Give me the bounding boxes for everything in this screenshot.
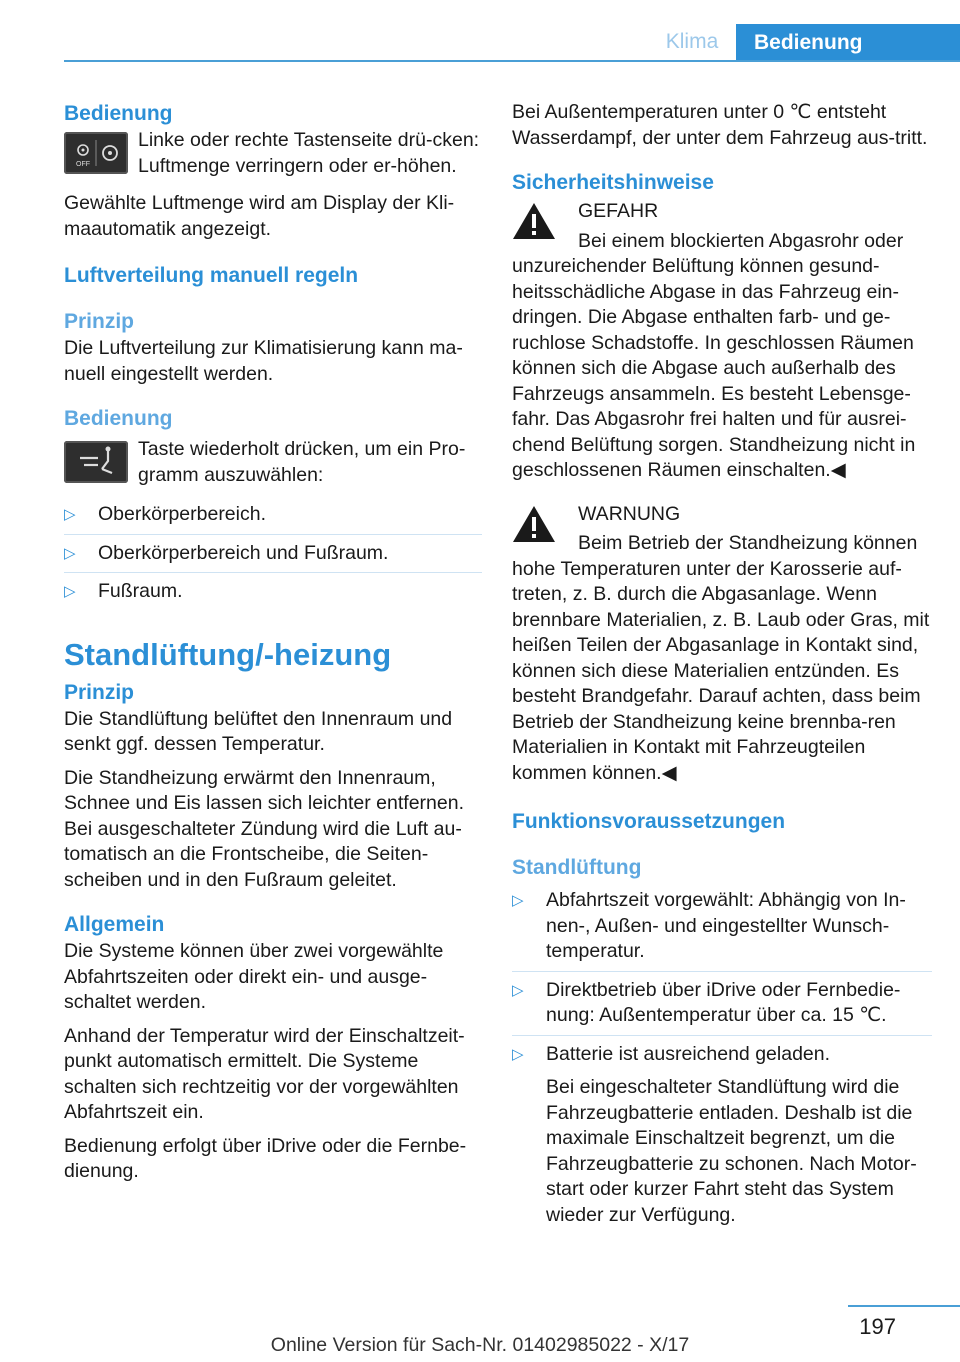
air-distribution-text: Taste wiederholt drücken, um ein Pro-gramm auszuwählen: xyxy=(138,438,466,486)
warning-triangle-icon xyxy=(512,504,556,544)
subheading-bedienung: Bedienung xyxy=(64,407,173,430)
tab-bedienung[interactable]: Bedienung xyxy=(736,24,960,62)
paragraph: Die Standlüftung belüftet den Innenraum und senkt ggf. dessen Temperatur. xyxy=(64,707,453,755)
header-rule xyxy=(64,60,960,62)
paragraph: Die Systeme können über zwei vorgewählte Abfahrtszeiten oder direkt ein- und ausge-schaltet werden. xyxy=(64,940,444,1013)
svg-text:OFF: OFF xyxy=(76,161,90,168)
section-heading-bedienung: Bedienung xyxy=(64,102,173,125)
page-number: 197 xyxy=(859,1314,896,1339)
danger-text: Bei einem blockierten Abgasrohr oder unzureichender Belüftung können gesund-heitsschädliche Abgase in das Fahrzeug ein-dringen. Die Abgase enthalten farb- und ge-ruchlose Schadstoffe. In geschlossen Räumen können sich die Abgase auch außerhalb des Fahrzeugs ansammeln. Es besteht Lebensge-fahr. Das Abgasrohr frei halten und für ausrei-chend Belüftung sorgen. Standheizung nicht in geschlossenen Räumen einschalten.◀ xyxy=(512,229,916,481)
triangle-bullet-icon: ▷ xyxy=(64,583,76,600)
triangle-bullet-icon: ▷ xyxy=(512,1045,524,1063)
footer-rule xyxy=(848,1305,960,1307)
warning-triangle-icon xyxy=(512,201,556,241)
subheading-allgemein: Allgemein xyxy=(64,913,165,936)
section-heading-luftverteilung: Luftverteilung manuell regeln xyxy=(64,264,359,287)
online-version-footer: Online Version für Sach-Nr. 01402985022 - X/17 xyxy=(270,1334,690,1356)
list-item: ▷ Oberkörperbereich und Fußraum. xyxy=(64,541,482,567)
fan-control-text: Linke oder rechte Tastenseite drü-cken: Luftmenge verringern oder er-höhen. xyxy=(138,129,480,177)
triangle-bullet-icon: ▷ xyxy=(512,981,524,999)
warning-notice xyxy=(512,502,932,787)
paragraph: Die Standheizung erwärmt den Innenraum, Schnee und Eis lassen sich leichter entfernen. Bei ausgeschalteter Zündung wird die Luft au-tomatisch an die Frontscheibe, die Seiten-scheiben und in den Fußraum geleitet. xyxy=(64,766,464,891)
triangle-bullet-icon: ▷ xyxy=(64,544,76,562)
paragraph: Bei Außentemperaturen unter 0 ℃ entsteht Wasserdampf, der unter dem Fahrzeug aus-tritt. xyxy=(512,101,928,149)
chapter-heading: Standlüftung/-heizung xyxy=(64,636,392,672)
danger-notice xyxy=(512,199,932,484)
section-heading-sicherheitshinweise: Sicherheitshinweise xyxy=(512,171,714,194)
air-distribution-row xyxy=(64,437,482,496)
list-item-detail: Bei eingeschalteter Standlüftung wird die Fahrzeugbatterie entladen. Deshalb ist die maximale Einschaltzeit begrenzt, um die Fahrzeugbatterie zu schonen. Nach Motor-start oder kurzer Fahrt steht das System wieder zur Verfügung. xyxy=(546,1076,917,1226)
program-list xyxy=(64,502,482,605)
subheading-prinzip: Prinzip xyxy=(64,310,135,333)
paragraph: Bedienung erfolgt über iDrive oder die Fernbe-dienung. xyxy=(64,1134,467,1182)
subheading-standlueftung: Standlüftung xyxy=(512,856,642,879)
subheading-prinzip: Prinzip xyxy=(64,680,135,704)
requirements-list xyxy=(512,888,932,1228)
fan-control-row xyxy=(64,128,482,187)
paragraph: Gewählte Luftmenge wird am Display der Kli-maautomatik angezeigt. xyxy=(64,192,455,240)
list-item: ▷ Oberkörperbereich. xyxy=(64,502,482,528)
warning-label: WARNUNG xyxy=(578,502,681,525)
section-heading-funktionsvoraussetzungen: Funktionsvoraussetzungen xyxy=(512,810,786,833)
triangle-bullet-icon: ▷ xyxy=(64,506,76,523)
list-item: ▷ Abfahrtszeit vorgewählt: Abhängig von In-nen-, Außen- und eingestellter Wunsch-temperatur. xyxy=(512,889,906,962)
right-column xyxy=(512,100,932,1236)
paragraph: Die Luftverteilung zur Klimatisierung kann ma-nuell eingestellt werden. xyxy=(64,337,463,385)
paragraph: Anhand der Temperatur wird der Einschaltzeit-punkt automatisch ermittelt. Die Systeme schalten sich rechtzeitig vor der vorgewählten Abfahrtszeit ein. xyxy=(64,1024,465,1123)
list-item: ▷ Batterie ist ausreichend geladen. Bei eingeschalteter Standlüftung wird die Fahrzeugbatterie entladen. Deshalb ist die maximale Einschaltzeit begrenzt, um die Fahrzeugbatterie zu schonen. Nach Motor-start oder kurzer Fahrt steht das System wieder zur Verfügung. xyxy=(512,1042,932,1229)
left-column xyxy=(64,100,482,1193)
air-distribution-button-icon xyxy=(64,441,128,483)
tab-klima[interactable]: Klima xyxy=(665,30,719,53)
list-item: ▷ Direktbetrieb über iDrive oder Fernbedie-nung: Außentemperatur über ca. 15 ℃. xyxy=(512,978,901,1026)
warning-text: Beim Betrieb der Standheizung können hohe Temperaturen unter der Karosserie auf-treten, z. B. durch die Abgasanlage. Wenn brennbare Materialien, z. B. Laub oder Gras, mit heißen Teilen der Abgasanlage in Kontakt sind, können sich diese Materialien entzünden. Es besteht Brandgefahr. Darauf achten, dass beim Betrieb der Standheizung keine brennba-ren Materialien in Kontakt mit Fahrzeugteilen kommen können.◀ xyxy=(512,532,930,784)
list-item: ▷ Fußraum. xyxy=(64,579,482,605)
danger-label: GEFAHR xyxy=(578,200,659,222)
fan-speed-button-icon xyxy=(64,132,128,174)
triangle-bullet-icon: ▷ xyxy=(512,892,524,909)
